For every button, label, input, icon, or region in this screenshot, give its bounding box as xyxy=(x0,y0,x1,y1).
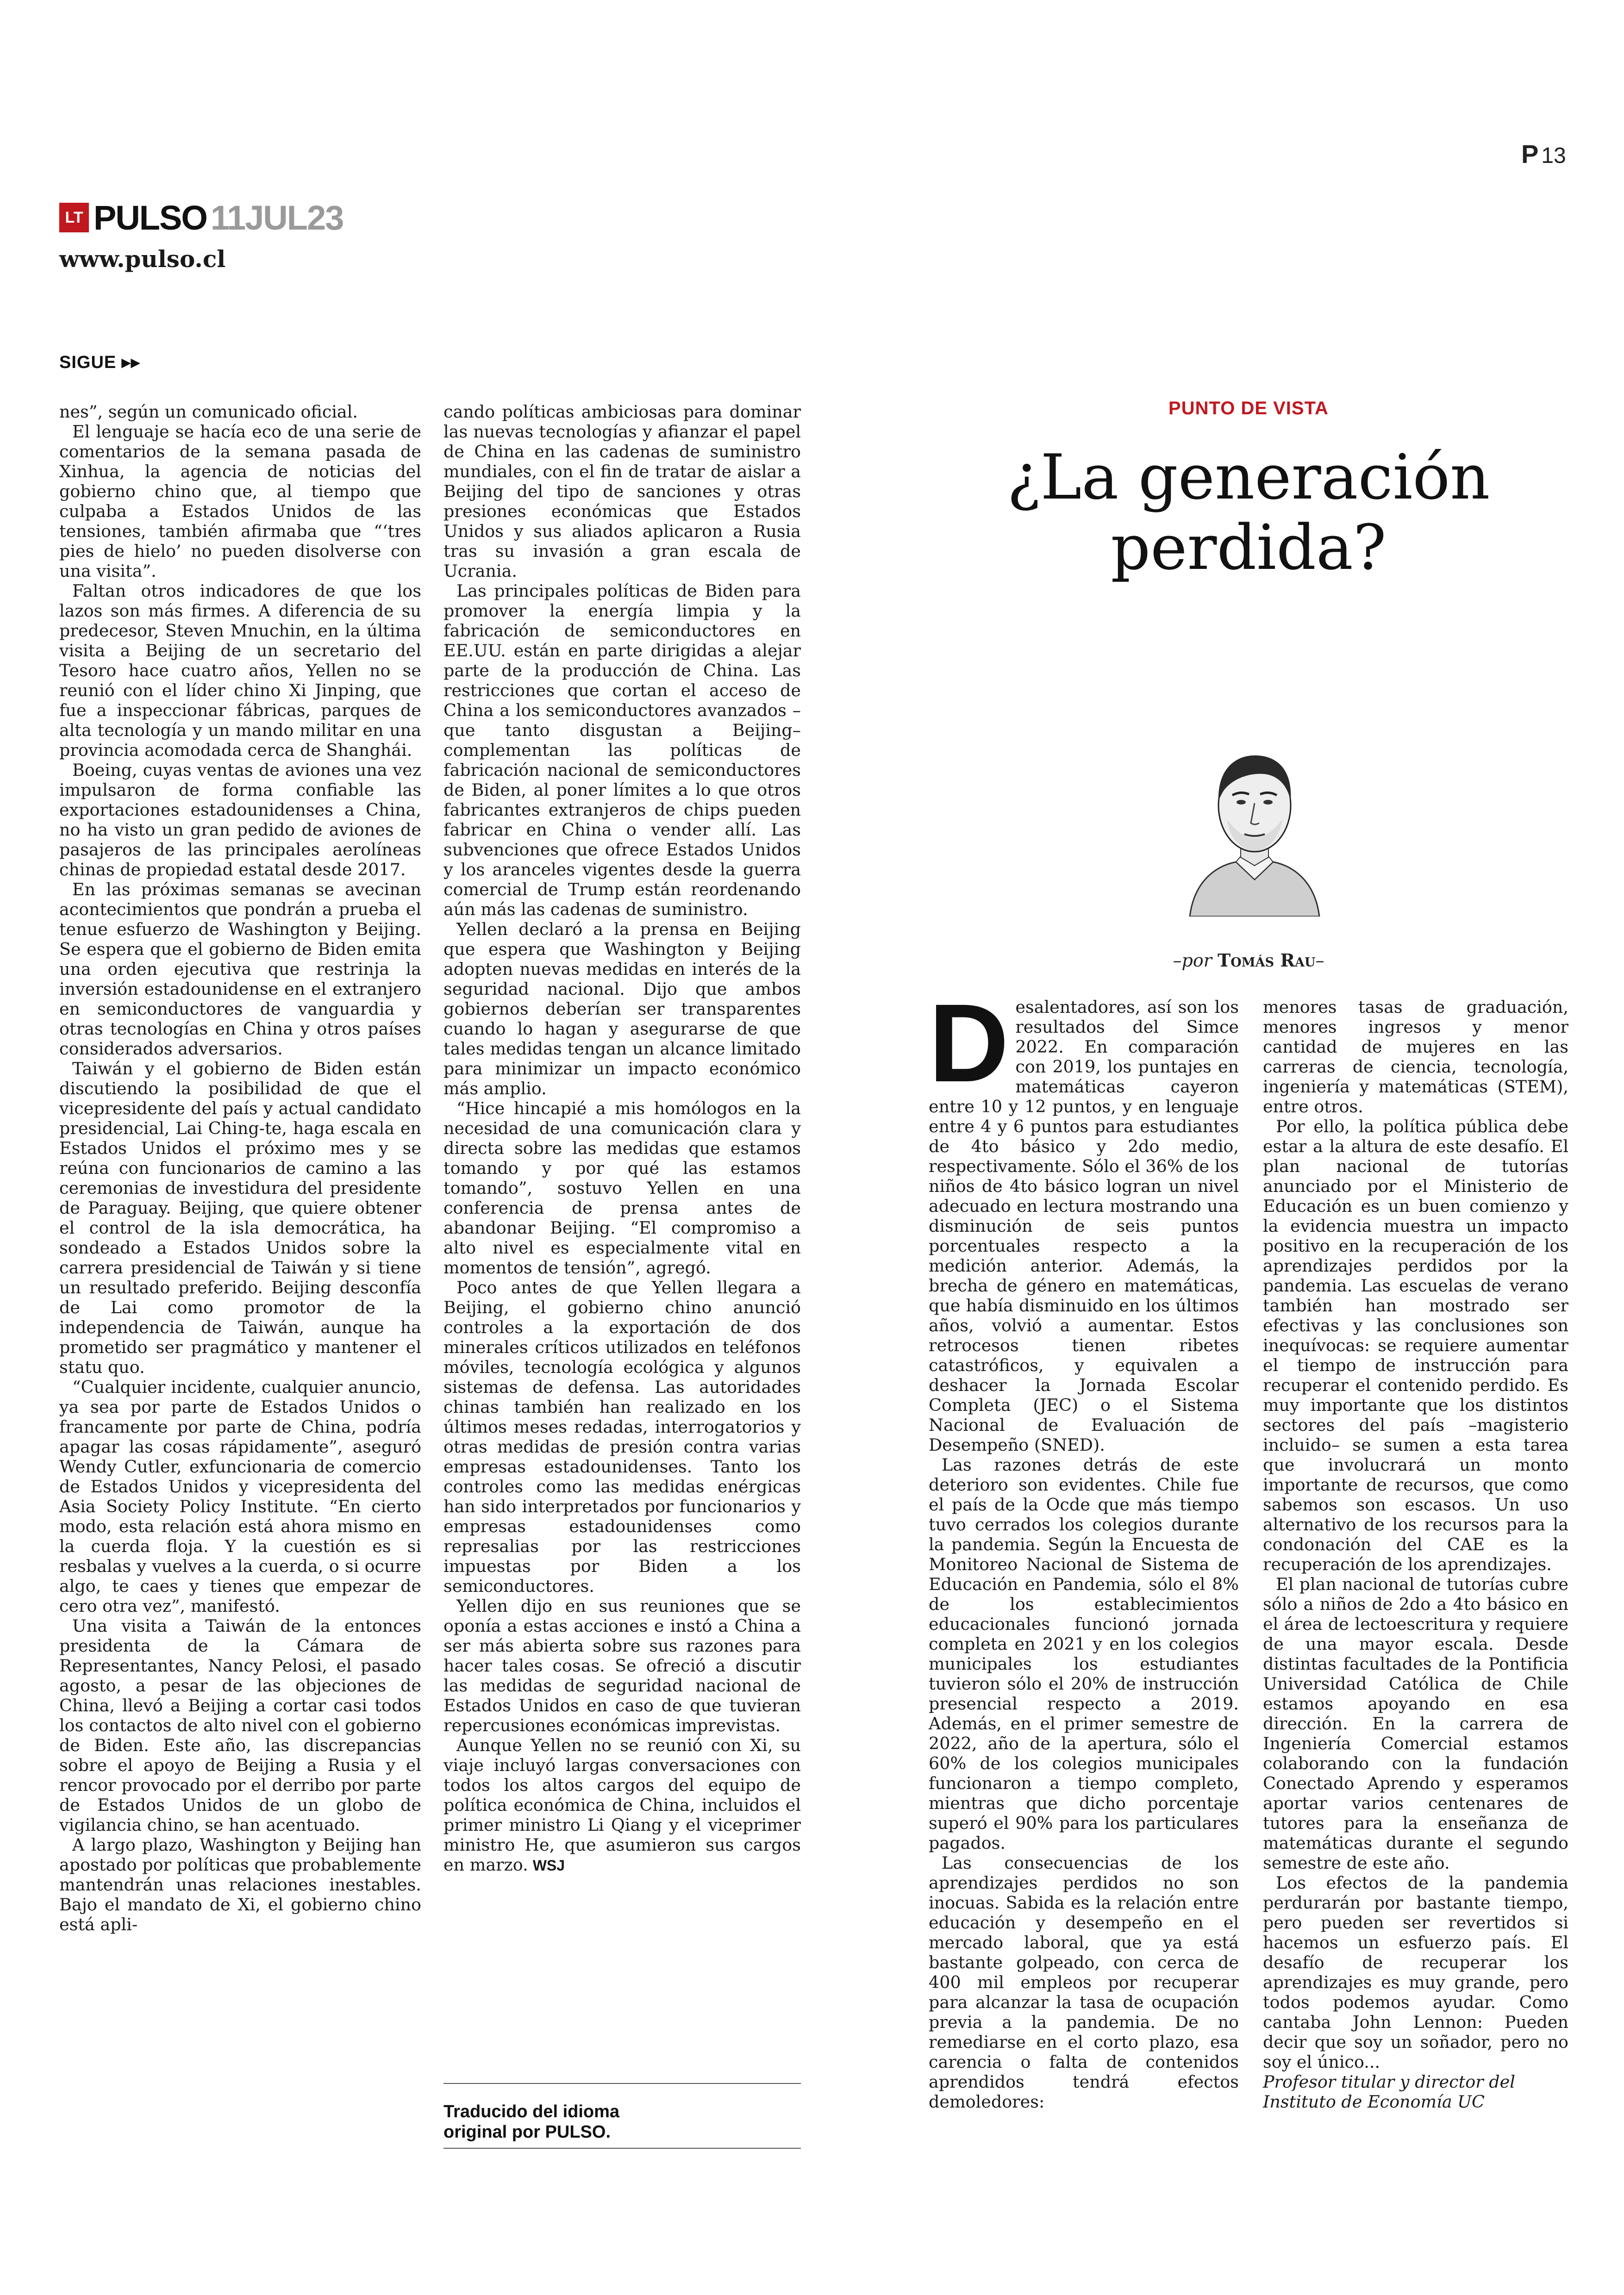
paragraph xyxy=(443,1735,801,1876)
author-affiliation xyxy=(1263,2072,1568,2112)
paragraph: Taiwán y el gobierno de Biden están discutiendo la posibilidad de que el vicepresidente del país y actual candidato presidencial, Lai Ching-te, haga escala en Estados Unidos el próximo mes y se reúna con funcionarios de camino a las ceremonias de investidura del presidente de Paraguay. Beijing, que quiere obtener el control de la isla democrática, ha sondeado a Estados Unidos sobre la carrera presidencial de Taiwán y si tiene un resultado preferido. Beijing desconfía de Lai como promotor de la independencia de Taiwán, aunque ha prometido ser pragmático y mantener el statu quo. xyxy=(59,1059,421,1377)
byline-prefix: –por xyxy=(1173,950,1218,971)
paragraph: El plan nacional de tutorías cubre sólo a niños de 2do a 4to básico en el área de lectoescritura y requiere de una mayor escala. Desde distintas facultades de la Pontificia Universidad Católica de Chile estamos apoyando en esa dirección. En la carrera de Ingeniería Comercial estamos colaborando con la fundación Conectado Aprendo y esperamos aportar varios centenares de tutores para la enseñanza de matemáticas durante el segundo semestre de este año. xyxy=(1263,1574,1568,1873)
continuation-label: SIGUE ▸▸ xyxy=(59,353,140,372)
masthead xyxy=(59,199,343,236)
paragraph: Yellen declaró a la prensa en Beijing que espera que Washington y Beijing adopten nuevas medidas en interés de la seguridad nacional. Dijo que ambos gobiernos deberían ser transparentes cuando lo hagan y asegurarse de que tales medidas tengan un alcance limitado para minimizar un impacto económico más amplio. xyxy=(443,919,801,1098)
credit-top-rule xyxy=(443,2083,801,2084)
translation-credit xyxy=(443,2102,801,2142)
drop-cap: D xyxy=(929,981,1009,1105)
site-url[interactable]: www.pulso.cl xyxy=(59,245,226,273)
article-column-2 xyxy=(443,402,801,1876)
paragraph: “Hice hincapié a mis homólogos en la necesidad de una comunicación clara y directa sobre las medidas que estamos tomando y por qué las estamos tomando”, sostuvo Yellen en una conferencia de prensa antes de abandonar Beijing. “El compromiso a alto nivel es especialmente vital en momentos de tensión”, agregó. xyxy=(443,1098,801,1278)
credit-bottom-rule xyxy=(443,2148,801,2149)
section-kicker: PUNTO DE VISTA xyxy=(1168,398,1329,418)
wsj-signoff: WSJ xyxy=(532,1857,565,1874)
affiliation-line-2: Instituto de Economía UC xyxy=(1263,2092,1485,2112)
paragraph: Una visita a Taiwán de la entonces presidenta de la Cámara de Representantes, Nancy Pelosi, el pasado agosto, a pesar de las objeciones de China, llevó a Beijing a cortar casi todos los contactos de alto nivel con el gobierno de Biden. Este año, las discrepancias sobre el apoyo de Beijing a Rusia y el rencor provocado por el derribo por parte de Estados Unidos de un globo de vigilancia chino, se han acentuado. xyxy=(59,1616,421,1835)
paragraph: Los efectos de la pandemia perdurarán por bastante tiempo, pero pueden ser revertidos si hacemos un esfuerzo país. El desafío de recuperar los aprendizajes es muy grande, pero todos podemos ayudar. Como cantaba John Lennon: Pueden decir que soy un soñador, pero no soy el único... xyxy=(1263,1873,1568,2072)
paragraph: “Cualquier incidente, cualquier anuncio, ya sea por parte de Estados Unidos o francamente por parte de China, podría apagar las cosas rápidamente”, aseguró Wendy Cutler, exfuncionaria de comercio de Estados Unidos y vicepresidenta del Asia Society Policy Institute. “En cierto modo, esta relación está ahora mismo en la cuerda floja. Y la cuestión es si resbalas y vuelves a la cuerda, o si ocurre algo, te caes y tienes que empezar de cero otra vez”, manifestó. xyxy=(59,1377,421,1616)
lead-text: esalentadores, así son los resultados del Simce 2022. En comparación con 2019, los puntajes en matemáticas cayeron entre 10 y 12 puntos, y en lenguaje entre 4 y 6 puntos para estudiantes de 4to básico y 2do medio, respectivamente. Sólo el 36% de los niños de 4to básico logran un nivel adecuado en lectura mostrando una disminución de seis puntos porcentuales respecto a la medición anterior. Además, la brecha de género en matemáticas, que había disminuido en los últimos años, volvió a aumentar. Estos retrocesos tienen ribetes catastróficos, y equivalen a deshacer la Jornada Escolar Completa (JEC) o el Sistema Nacional de Evaluación de Desempeño (SNED). xyxy=(929,997,1239,1455)
article-column-1 xyxy=(59,402,421,1934)
headline-line-2: perdida? xyxy=(1111,511,1387,584)
paragraph: Yellen dijo en sus reuniones que se oponía a estas acciones e instó a China a ser más abierta sobre sus razones para hacer tales cosas. Se ofreció a discutir las medidas de seguridad nacional de Estados Unidos en caso de que tuvieran repercusiones económicas imprevistas. xyxy=(443,1596,801,1735)
paragraph: Por ello, la política pública debe estar a la altura de este desafío. El plan nacional de tutorías anunciado por el Ministerio de Educación es un buen comienzo y la evidencia muestra un impacto positivo en la recuperación de los aprendizajes perdidos por la pandemia. Las escuelas de verano también han mostrado ser efectivas y las conclusiones son inequívocas: se requiere aumentar el tiempo de instrucción para recuperar el contenido perdido. Es muy importante que los distintos sectores del país –magisterio incluido– se sumen a esta tarea que involucrará un monto importante de recursos, que como sabemos son escasos. Un uso alternativo de los recursos para la condonación del CAE es la recuperación de los aprendizajes. xyxy=(1263,1116,1568,1574)
paragraph: El lenguaje se hacía eco de una serie de comentarios de la semana pasada de Xinhua, la agencia de noticias del gobierno chino que, al tiempo que culpaba a Estados Unidos de las tensiones, también afirmaba que “‘tres pies de hielo’ no pueden disolverse con una visita”. xyxy=(59,422,421,581)
headline-line-1: ¿La generación xyxy=(1007,441,1490,513)
paragraph: nes”, según un comunicado oficial. xyxy=(59,402,358,422)
byline xyxy=(929,950,1568,971)
paragraph: A largo plazo, Washington y Beijing han apostado por políticas que probablemente mantendrán unas relaciones inestables. Bajo el mandato de Xi, el gobierno chino está apli- xyxy=(59,1835,421,1934)
credit-line-2: original por PULSO. xyxy=(443,2122,611,2142)
paragraph: Las razones detrás de este deterioro son evidentes. Chile fue el país de la Ocde que más tiempo tuvo cerrados los colegios durante la pandemia. Según la Encuesta de Monitoreo Nacional de Sistema de Educación en Pandemia, sólo el 8% de los establecimientos educacionales funcionó jornada completa en 2021 y en los colegios municipales los estudiantes tuvieron sólo el 20% de instrucción presencial respecto a 2019. Además, en el primer semestre de 2022, año de la apertura, sólo el 60% de los colegios municipales funcionaron a tiempo completo, mientras que dicho porcentaje superó el 90% para los particulares pagados. xyxy=(929,1455,1239,1853)
paragraph: cando políticas ambiciosas para dominar las nuevas tecnologías y afianzar el papel de China en las cadenas de suministro mundiales, con el fin de tratar de aislar a Beijing del tipo de sanciones y otras presiones económicas que Estados Unidos y sus aliados aplicaron a Rusia tras su invasión a gran escala de Ucrania. xyxy=(443,402,801,581)
paragraph: Boeing, cuyas ventas de aviones una vez impulsaron de forma confiable las exportaciones estadounidenses a China, no ha visto un gran pedido de aviones de pasajeros de las principales aerolíneas chinas de propiedad estatal desde 2017. xyxy=(59,760,421,879)
edition-date: 11JUL23 xyxy=(210,198,344,237)
paragraph: Las principales políticas de Biden para promover la energía limpia y la fabricación de semiconductores en EE.UU. están en parte dirigidas a alejar parte de la producción de China. Las restricciones que cortan el acceso de China a los semiconductores avanzados –que tanto disgustan a Beijing– complementan las políticas de fabricación nacional de semiconductores de Biden, al poner límites a lo que otros fabricantes extranjeros de chips pueden fabricar en China o vender allí. Las subvenciones que ofrece Estados Unidos y los aranceles vigentes desde la guerra comercial de Trump están reordenando aún más las cadenas de suministro. xyxy=(443,581,801,919)
lt-logo: LT xyxy=(59,203,89,232)
paragraph-text: Aunque Yellen no se reunió con Xi, su viaje incluyó largas conversaciones con todos los altos cargos del equipo de política económica de China, incluidos el primer ministro Li Qiang y el viceprimer ministro He, que asumieron sus cargos en marzo. xyxy=(443,1735,801,1875)
credit-line-1: Traducido del idioma xyxy=(443,2102,620,2121)
opinion-column-2 xyxy=(1263,997,1568,2112)
affiliation-line-1: Profesor titular y director del xyxy=(1263,2072,1515,2092)
paragraph: menores tasas de graduación, menores ingresos y menor cantidad de mujeres en las carreras de ciencia, tecnología, ingeniería y matemáticas (STEM), entre otros. xyxy=(1263,997,1568,1116)
paragraph: Faltan otros indicadores de que los lazos son más firmes. A diferencia de su predecesor, Steven Mnuchin, en la última visita a Beijing de un secretario del Tesoro hace cuatro años, Yellen no se reunió con el líder chino Xi Jinping, que fue a inspeccionar fábricas, parques de alta tecnología y un mando militar en una provincia acomodada cerca de Shanghái. xyxy=(59,581,421,760)
paragraph: Las consecuencias de los aprendizajes perdidos no son inocuas. Sabida es la relación entre educación y desempeño en el mercado laboral, que ya está bastante golpeado, con cerca de 400 mil empleos por recuperar para alcanzar la tasa de ocupación previa a la pandemia. De no remediarse en el corto plazo, esa carencia o falta de contenidos aprendidos tendrá efectos demoledores: xyxy=(929,1853,1239,2112)
author-portrait xyxy=(1185,741,1324,917)
lead-paragraph xyxy=(929,981,1239,1455)
paragraph: Poco antes de que Yellen llegara a Beijing, el gobierno chino anunció controles a la exportación de dos minerales críticos utilizados en teléfonos móviles, tecnología ecológica y algunos sistemas de defensa. Las autoridades chinas también han realizado en los últimos meses redadas, interrogatorios y otras medidas de presión contra varias empresas estadounidenses. Tanto los controles como las medidas enérgicas han sido interpretados por funcionarios y empresas estadounidenses como represalias por las restricciones impuestas por Biden a los semiconductores. xyxy=(443,1278,801,1596)
page-number: P 13 xyxy=(1521,139,1566,168)
brand-name: PULSO xyxy=(94,198,207,237)
paragraph: En las próximas semanas se avecinan acontecimientos que pondrán a prueba el tenue esfuerzo de Washington y Beijing. Se espera que el gobierno de Biden emita una orden ejecutiva que restrinja la inversión estadounidense en el extranjero en semiconductores de vanguardia y otras tecnologías en China y otros países considerados adversarios. xyxy=(59,879,421,1059)
opinion-headline xyxy=(929,442,1568,583)
author-name: Tomás Rau xyxy=(1218,950,1316,971)
opinion-column-1 xyxy=(929,981,1239,2112)
byline-suffix: – xyxy=(1315,950,1324,971)
